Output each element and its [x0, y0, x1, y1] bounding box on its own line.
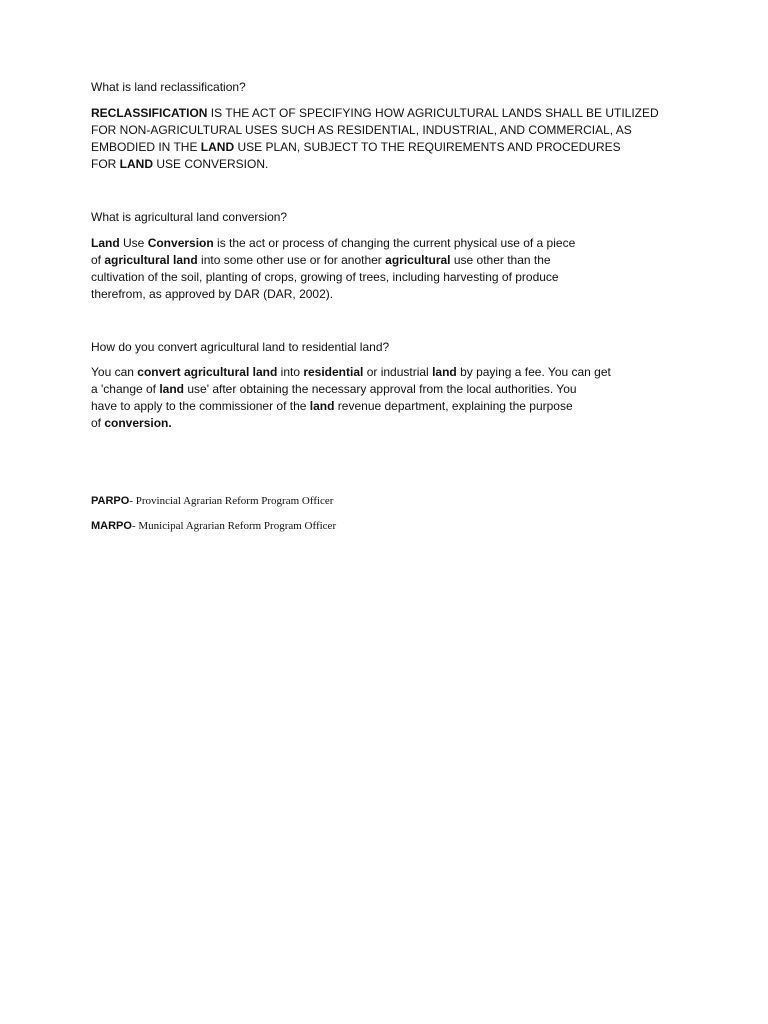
- answer-line: [91, 235, 691, 252]
- text-segment: FOR NON-AGRICULTURAL USES SUCH AS RESIDENTIAL, INDUSTRIAL, AND COMMERCIAL, AS: [91, 123, 632, 137]
- bold-text: LAND: [119, 157, 153, 171]
- text-segment: EMBODIED IN THE: [91, 140, 201, 154]
- answer-line: [91, 139, 691, 156]
- definition-term: PARPO: [91, 495, 130, 507]
- bold-text: Land: [91, 236, 120, 250]
- answer-line: [91, 269, 691, 286]
- answer-1: [91, 105, 691, 173]
- bold-text: residential: [303, 365, 364, 379]
- answer-line: [91, 105, 691, 122]
- bold-text: land: [309, 399, 335, 413]
- bold-text: land: [432, 365, 457, 379]
- question-2: What is agricultural land conversion?: [91, 210, 288, 224]
- text-segment: cultivation of the soil, planting of crops, growing of trees, including harvesting of produce: [91, 270, 559, 284]
- question-1: What is land reclassification?: [91, 80, 246, 94]
- text-segment: a 'change of: [91, 382, 160, 396]
- text-segment: of: [91, 416, 105, 430]
- text-segment: of: [91, 253, 105, 267]
- answer-line: [91, 381, 691, 398]
- bold-text: Conversion: [147, 236, 214, 250]
- bold-text: RECLASSIFICATION: [91, 106, 208, 120]
- text-segment: revenue department, explaining the purpose: [334, 399, 573, 413]
- definition-term: MARPO: [91, 520, 132, 532]
- text-segment: is the act or process of changing the current physical use of a piece: [213, 236, 576, 250]
- bold-text: agricultural: [385, 253, 451, 267]
- text-segment: or industrial: [363, 365, 433, 379]
- bold-text: LAND: [200, 140, 235, 154]
- answer-3: [91, 364, 691, 432]
- answer-line: [91, 156, 691, 173]
- answer-line: [91, 252, 691, 269]
- text-segment: by paying a fee. You can get: [456, 365, 611, 379]
- text-segment: USE PLAN, SUBJECT TO THE REQUIREMENTS AND PROCEDURES: [234, 140, 621, 154]
- text-segment: into: [277, 365, 304, 379]
- answer-line: [91, 415, 691, 432]
- text-segment: IS THE ACT OF SPECIFYING HOW AGRICULTURAL LANDS SHALL BE UTILIZED: [207, 106, 659, 120]
- bold-text: agricultural land: [104, 253, 198, 267]
- text-segment: Use: [119, 236, 148, 250]
- answer-line: [91, 286, 691, 303]
- text-segment: FOR: [91, 157, 120, 171]
- text-segment: into some other use or for another: [197, 253, 386, 267]
- text-segment: You can: [91, 365, 138, 379]
- definition-marpo: [91, 519, 336, 533]
- text-segment: therefrom, as approved by DAR (DAR, 2002).: [91, 287, 334, 301]
- answer-line: [91, 364, 691, 381]
- text-segment: USE CONVERSION.: [153, 157, 269, 171]
- answer-2: [91, 235, 691, 303]
- text-segment: use' after obtaining the necessary approval from the local authorities. You: [184, 382, 577, 396]
- definition-text: - Provincial Agrarian Reform Program Officer: [129, 495, 334, 507]
- question-3: How do you convert agricultural land to residential land?: [91, 340, 390, 354]
- bold-text: land: [159, 382, 185, 396]
- definition-text: - Municipal Agrarian Reform Program Officer: [131, 520, 337, 532]
- bold-text: conversion.: [104, 416, 172, 430]
- answer-line: [91, 398, 691, 415]
- text-segment: use other than the: [450, 253, 551, 267]
- answer-line: [91, 122, 691, 139]
- text-segment: have to apply to the commissioner of the: [91, 399, 310, 413]
- bold-text: convert agricultural land: [137, 365, 278, 379]
- definition-parpo: [91, 494, 333, 508]
